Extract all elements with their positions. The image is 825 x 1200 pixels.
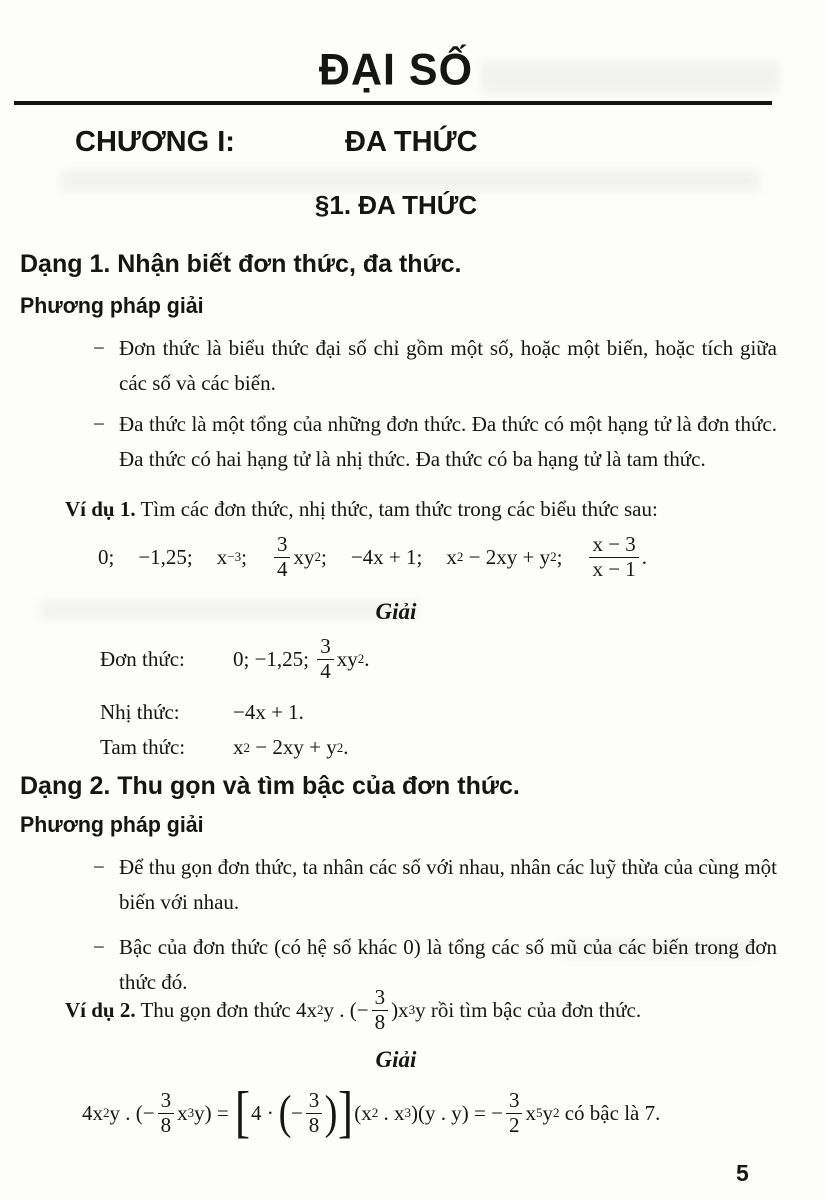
- bullet-item: [93, 850, 777, 920]
- chapter-title: ĐA THỨC: [345, 126, 478, 158]
- bullet-text: Đa thức là một tổng của những đơn thức. Đa thức có một hạng tử là đơn thức. Đa thức có hai hạng tử là nhị thức. Đa thức có ba hạng tử là tam thức.: [119, 412, 777, 471]
- bullet-dash: −: [93, 336, 105, 360]
- dang2-heading: Dạng 2. Thu gọn và tìm bậc của đơn thức.: [20, 772, 520, 800]
- section-title: §1. ĐA THỨC: [314, 190, 478, 220]
- bullet-dash: −: [93, 855, 105, 879]
- fraction: $\frac{3}{2}$: [506, 1089, 523, 1137]
- bullet-dash: −: [93, 412, 105, 436]
- expr-trinomial: x 2 − 2xy + y 2 ;: [446, 544, 563, 569]
- example1-line: [65, 494, 775, 524]
- fraction: $\frac{3}{8}$: [158, 1089, 175, 1137]
- example2-label: Ví dụ 2.: [65, 997, 136, 1022]
- dang1-method-label: Phương pháp giải: [20, 293, 204, 318]
- example1-label: Ví dụ 1.: [65, 497, 136, 521]
- row-label: Tam thức:: [100, 735, 186, 759]
- expr-zero: 0;: [98, 544, 115, 569]
- fraction: $\frac{3}{4}$: [317, 635, 334, 683]
- chapter-label: CHƯƠNG I:: [75, 126, 235, 158]
- example1-expressions: [98, 524, 647, 590]
- title-divider: [14, 101, 772, 105]
- fraction: $\frac{3}{8}$: [372, 986, 389, 1034]
- example1-text: Tìm các đơn thức, nhị thức, tam thức trong các biểu thức sau:: [135, 497, 658, 521]
- expr-frac-xy2: $\frac{3}{4}$ xy 2 ;: [271, 533, 327, 581]
- expr-x-pow-neg3: x −3 ;: [216, 544, 247, 569]
- row-label: Đơn thức:: [100, 646, 185, 671]
- solution1-row-donthuc: [100, 628, 370, 690]
- expr-binomial: −4x + 1;: [350, 544, 423, 569]
- bullet-item: [93, 331, 777, 401]
- page-title: ĐẠI SỐ: [318, 45, 474, 95]
- eq-coefficient: 4 ·: [250, 1100, 279, 1125]
- expr-rational: $\frac{x - 3}{x - 1}$ .: [586, 533, 647, 581]
- bullet-dash: −: [93, 935, 105, 959]
- bullet-text: Đơn thức là biểu thức đại số chỉ gồm một số, hoặc một biến, hoặc tích giữa các số và các biến.: [119, 336, 777, 395]
- row-value: x 2 − 2xy + y 2 .: [233, 735, 349, 759]
- example2-line: [65, 980, 641, 1040]
- bullet-item: [93, 407, 777, 477]
- expr-decimal: −1,25;: [138, 544, 193, 569]
- bullet-text: Để thu gọn đơn thức, ta nhân các số với nhau, nhân các luỹ thừa của cùng một biến với nhau.: [119, 855, 777, 914]
- solution1-row-tamthuc: [100, 735, 348, 760]
- eq-variable-products: (x 2 . x 3 )(y . y) = − $\frac{3}{2}$ x 5 y 2 có bậc là 7.: [354, 1087, 661, 1137]
- row-value: 0; −1,25; $\frac{3}{4}$ xy 2 .: [233, 633, 370, 683]
- solution2-equation: 4x 2 y . (− $\frac{3}{8}$ x 3 y) = [ 4 · ( − $\frac{3}{8}$ ) ] (x 2 . x 3 )(y . y) = − $\frac{3}{2}$ x 5 y 2 có bậc là 7.: [82, 1081, 661, 1144]
- dang1-heading: Dạng 1. Nhận biết đơn thức, đa thức.: [20, 250, 462, 278]
- solution1-row-nhithuc: [100, 700, 304, 725]
- fraction: $\frac{x - 3}{x - 1}$: [589, 533, 638, 581]
- row-label: Nhị thức:: [100, 700, 180, 724]
- bullet-text: Bậc của đơn thức (có hệ số khác 0) là tổng các số mũ của các biến trong đơn thức đó.: [119, 935, 777, 994]
- row-value: −4x + 1.: [233, 700, 304, 724]
- fraction: $\frac{3}{4}$: [274, 533, 291, 581]
- solution1-heading: Giải: [375, 599, 417, 624]
- page-number: 5: [736, 1160, 749, 1186]
- solution2-heading: Giải: [375, 1047, 417, 1072]
- eq-neg-fraction: − $\frac{3}{8}$: [291, 1089, 325, 1137]
- dang2-method-label: Phương pháp giải: [20, 812, 204, 837]
- dang1-bullets: [93, 331, 777, 483]
- example2-math: Thu gọn đơn thức 4x 2 y . (− $\frac{3}{8}$ )x 3 y rồi tìm bậc của đơn thức.: [135, 984, 642, 1034]
- fraction: $\frac{3}{8}$: [306, 1089, 323, 1137]
- scan-artifact: [60, 170, 760, 192]
- eq-left-side: 4x 2 y . (− $\frac{3}{8}$ x 3 y) =: [82, 1087, 234, 1137]
